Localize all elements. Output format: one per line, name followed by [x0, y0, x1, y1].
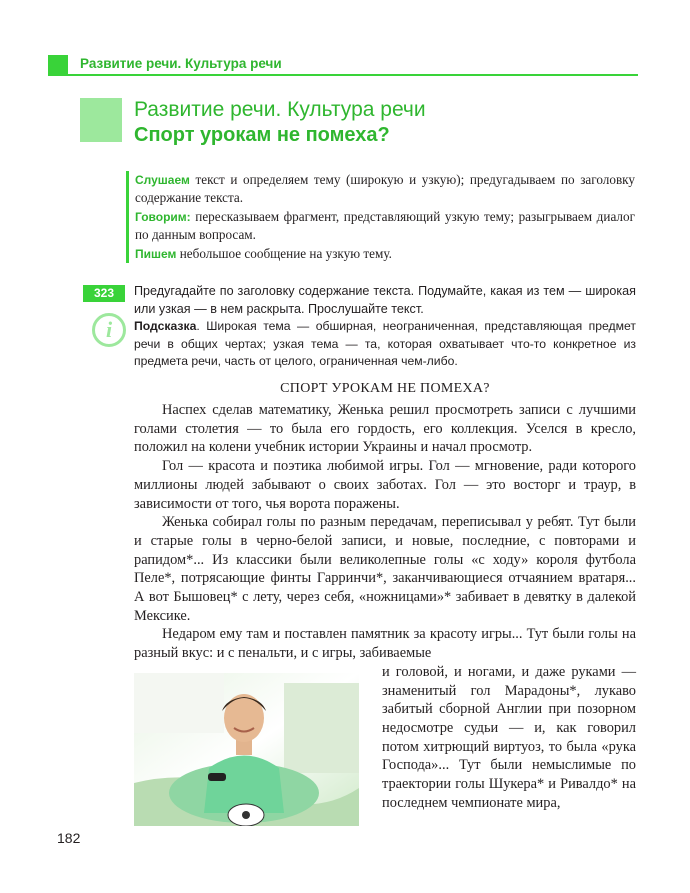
story-paragraph: Женька собирал голы по разным передачам, переписывал у ребят. Тут были и старые голы в черно-белой записи, и новые, последние, с повторами и рапидом*... Из классики были великолепные голы «с ходу» короля футбола Пеле*, потрясающие финты Гарринчи*, заканчивающиеся отчаянием вратаря... А вот Бышовец* с лету, через себя, «ножницами»* забивает в девятку в далекой Мексике. [134, 514, 636, 624]
info-icon: i [92, 313, 126, 347]
header-rule [48, 74, 638, 76]
goal-text: текст и определяем тему (широкую и узкую); предугадываем по заголовку содержание текста. [135, 172, 635, 205]
exercise-text: Предугадайте по заголовку содержание текста. Подумайте, какая из тем — широкая или узкая — в нем раскрыта. Прослушайте текст. [134, 284, 636, 316]
story-paragraph-wrap: и головой, и ногами, и даже руками — знаменитый гол Марадоны*, лукаво забитый сборной Англии при позорном недосмотре судьи — и, как говорил потом хитрющий виртуоз, то была «рука Господа»... Тут были немыслимые по траектории голы Шукера* и Ривалдо* на последнем чемпионате мира, [382, 663, 636, 811]
goal-speak [135, 208, 635, 244]
goal-text: небольшое сообщение на узкую тему. [176, 246, 392, 261]
hint-text: . Широкая тема — обширная, неограниченная, представляющая предмет речи в общих чертах; узкая тема — та, которая охватывает что-то конкретное из предмета речи, часть от целого, ограниченная чем-либо. [134, 319, 636, 368]
running-header: Развитие речи. Культура речи [80, 56, 282, 71]
story-paragraph: Наспех сделав математику, Женька решил просмотреть записи с лучшими голами столетия — то была его гордость, его коллекция. Уселся в кресло, положил на колени учебник истории Украины и начал просмотр. [134, 402, 636, 456]
header-marker [48, 55, 68, 74]
lesson-title: Спорт урокам не помеха? [134, 124, 390, 146]
goal-write [135, 245, 635, 263]
goal-listen [135, 171, 635, 207]
story-paragraph: Недаром ему там и поставлен памятник за красоту игры... Тут были голы на разный вкус: и с пенальти, и с игры, забиваемые [134, 626, 636, 662]
exercise-number: 323 [83, 285, 125, 302]
story-paragraph: Гол — красота и поэтика любимой игры. Гол — мгновение, ради которого миллионы людей забывают о своих заботах. Гол — это восторг и траур, в зависимости от того, чья ворота поражены. [134, 458, 636, 512]
goal-label: Пишем [135, 247, 177, 261]
goals-bar [126, 171, 129, 263]
title-marker [80, 98, 122, 142]
goal-text: пересказываем фрагмент, представляющий узкую тему; разыгрываем диалог по данным вопросам. [135, 209, 635, 242]
hint-label: Подсказка [134, 319, 197, 333]
section-title: Развитие речи. Культура речи [134, 98, 426, 121]
goal-label: Говорим: [135, 210, 191, 224]
page-number: 182 [57, 830, 81, 846]
lesson-goals [126, 171, 636, 263]
story-title: СПОРТ УРОКАМ НЕ ПОМЕХА? [280, 381, 490, 396]
hint [134, 318, 636, 371]
goal-label: Слушаем [135, 173, 190, 187]
boy-with-remote-photo [134, 673, 359, 826]
